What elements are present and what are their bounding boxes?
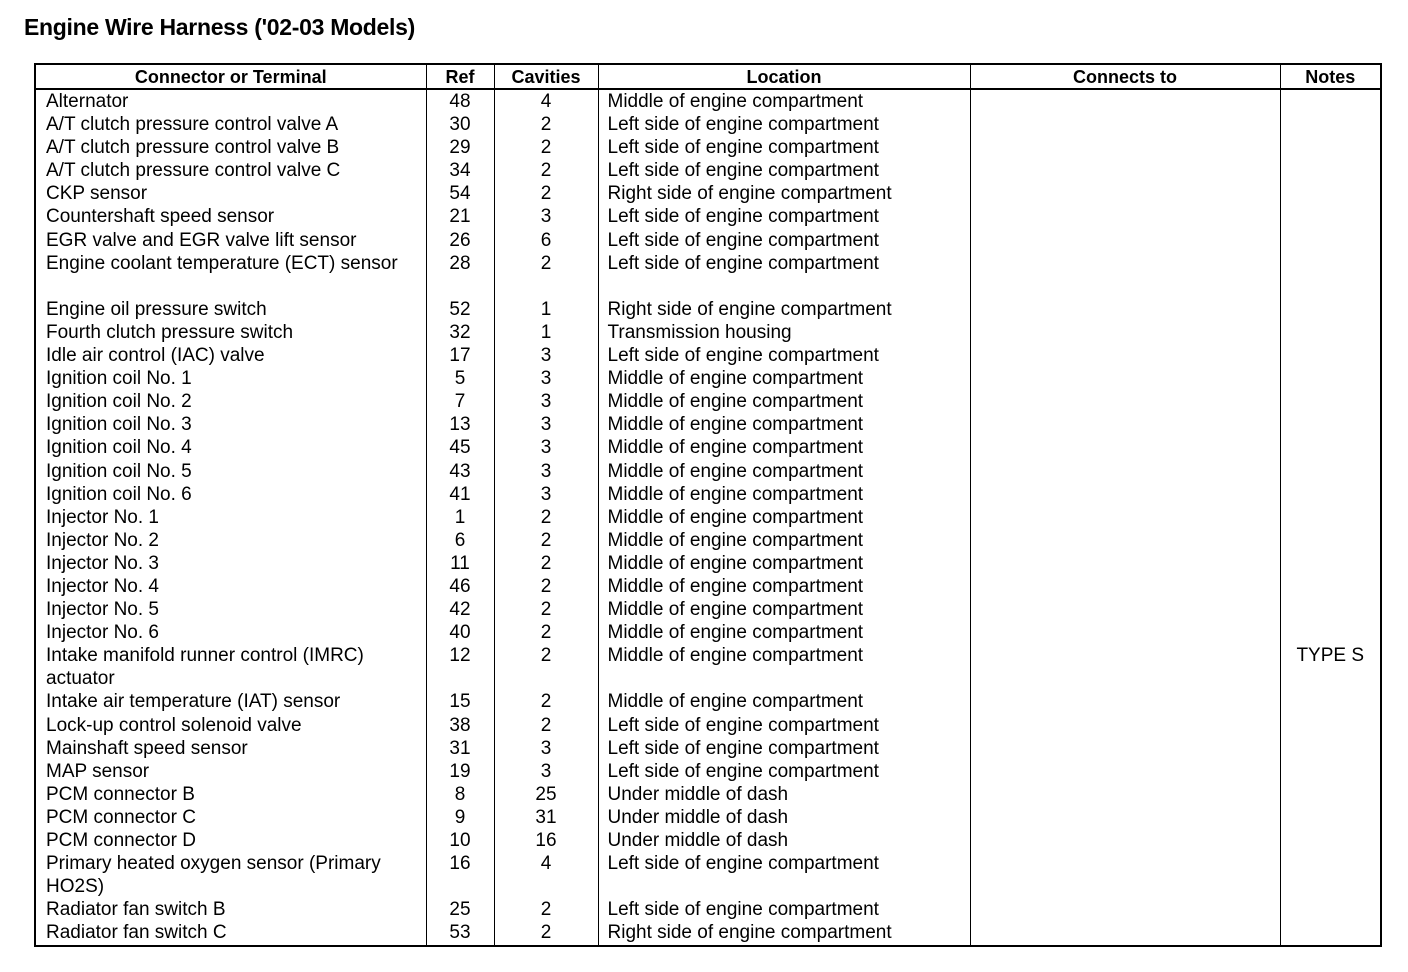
table-row bbox=[35, 252, 1381, 298]
cell-connects-to bbox=[970, 644, 1280, 690]
cell-connector: Ignition coil No. 1 bbox=[35, 367, 426, 390]
cell-location: Middle of engine compartment bbox=[598, 367, 970, 390]
table-row bbox=[35, 690, 1381, 713]
cell-connects-to bbox=[970, 182, 1280, 205]
cell-cavities: 31 bbox=[494, 806, 598, 829]
cell-ref: 46 bbox=[426, 575, 494, 598]
cell-notes bbox=[1280, 806, 1381, 829]
cell-ref: 11 bbox=[426, 552, 494, 575]
cell-connector: Idle air control (IAC) valve bbox=[35, 344, 426, 367]
table-row bbox=[35, 483, 1381, 506]
table-row bbox=[35, 182, 1381, 205]
cell-connector: Fourth clutch pressure switch bbox=[35, 321, 426, 344]
cell-connector: Lock-up control solenoid valve bbox=[35, 714, 426, 737]
cell-connector: Intake manifold runner control (IMRC) actuator bbox=[35, 644, 426, 690]
cell-connects-to bbox=[970, 760, 1280, 783]
cell-connector: Injector No. 3 bbox=[35, 552, 426, 575]
cell-location: Left side of engine compartment bbox=[598, 760, 970, 783]
cell-connector: PCM connector D bbox=[35, 829, 426, 852]
cell-location: Middle of engine compartment bbox=[598, 390, 970, 413]
table-body bbox=[35, 89, 1381, 946]
cell-cavities: 2 bbox=[494, 506, 598, 529]
cell-cavities: 3 bbox=[494, 460, 598, 483]
cell-connects-to bbox=[970, 344, 1280, 367]
cell-connector: Mainshaft speed sensor bbox=[35, 737, 426, 760]
cell-cavities: 3 bbox=[494, 205, 598, 228]
cell-notes bbox=[1280, 829, 1381, 852]
cell-notes bbox=[1280, 205, 1381, 228]
cell-ref: 15 bbox=[426, 690, 494, 713]
cell-connector: Radiator fan switch C bbox=[35, 921, 426, 946]
cell-cavities: 2 bbox=[494, 529, 598, 552]
cell-notes bbox=[1280, 783, 1381, 806]
table-row bbox=[35, 621, 1381, 644]
cell-location: Under middle of dash bbox=[598, 806, 970, 829]
cell-location: Middle of engine compartment bbox=[598, 690, 970, 713]
cell-notes bbox=[1280, 921, 1381, 946]
cell-location: Left side of engine compartment bbox=[598, 136, 970, 159]
table-row bbox=[35, 159, 1381, 182]
cell-ref: 30 bbox=[426, 113, 494, 136]
cell-ref: 10 bbox=[426, 829, 494, 852]
cell-connects-to bbox=[970, 690, 1280, 713]
cell-location: Left side of engine compartment bbox=[598, 113, 970, 136]
cell-connects-to bbox=[970, 413, 1280, 436]
cell-cavities: 3 bbox=[494, 760, 598, 783]
cell-connects-to bbox=[970, 575, 1280, 598]
cell-connects-to bbox=[970, 460, 1280, 483]
cell-ref: 16 bbox=[426, 852, 494, 898]
cell-connector: Intake air temperature (IAT) sensor bbox=[35, 690, 426, 713]
cell-cavities: 2 bbox=[494, 898, 598, 921]
table-row bbox=[35, 460, 1381, 483]
cell-cavities: 3 bbox=[494, 483, 598, 506]
cell-ref: 38 bbox=[426, 714, 494, 737]
cell-connects-to bbox=[970, 436, 1280, 459]
cell-location: Middle of engine compartment bbox=[598, 621, 970, 644]
cell-notes bbox=[1280, 182, 1381, 205]
cell-connector: Injector No. 6 bbox=[35, 621, 426, 644]
cell-location: Transmission housing bbox=[598, 321, 970, 344]
table-row bbox=[35, 113, 1381, 136]
table-row bbox=[35, 737, 1381, 760]
cell-cavities: 3 bbox=[494, 367, 598, 390]
cell-ref: 29 bbox=[426, 136, 494, 159]
cell-connects-to bbox=[970, 898, 1280, 921]
cell-ref: 28 bbox=[426, 252, 494, 298]
table-row bbox=[35, 529, 1381, 552]
header-notes: Notes bbox=[1280, 64, 1381, 89]
cell-notes bbox=[1280, 367, 1381, 390]
table-row bbox=[35, 760, 1381, 783]
table-row bbox=[35, 921, 1381, 946]
table-row bbox=[35, 714, 1381, 737]
cell-connector: A/T clutch pressure control valve B bbox=[35, 136, 426, 159]
cell-connector: Injector No. 4 bbox=[35, 575, 426, 598]
cell-connects-to bbox=[970, 321, 1280, 344]
cell-notes bbox=[1280, 436, 1381, 459]
table-row bbox=[35, 413, 1381, 436]
cell-location: Left side of engine compartment bbox=[598, 205, 970, 228]
header-location: Location bbox=[598, 64, 970, 89]
cell-cavities: 2 bbox=[494, 252, 598, 298]
header-row bbox=[35, 64, 1381, 89]
cell-cavities: 3 bbox=[494, 436, 598, 459]
cell-connector: PCM connector B bbox=[35, 783, 426, 806]
page-title: Engine Wire Harness ('02-03 Models) bbox=[24, 14, 415, 40]
cell-connector: A/T clutch pressure control valve C bbox=[35, 159, 426, 182]
cell-ref: 5 bbox=[426, 367, 494, 390]
cell-ref: 17 bbox=[426, 344, 494, 367]
cell-connects-to bbox=[970, 806, 1280, 829]
cell-ref: 52 bbox=[426, 298, 494, 321]
cell-connects-to bbox=[970, 552, 1280, 575]
cell-notes: TYPE S bbox=[1280, 644, 1381, 690]
cell-connector: Alternator bbox=[35, 89, 426, 113]
cell-location: Middle of engine compartment bbox=[598, 413, 970, 436]
cell-notes bbox=[1280, 252, 1381, 298]
cell-connector: Engine oil pressure switch bbox=[35, 298, 426, 321]
cell-connector: Injector No. 2 bbox=[35, 529, 426, 552]
table-row bbox=[35, 321, 1381, 344]
cell-ref: 31 bbox=[426, 737, 494, 760]
cell-location: Under middle of dash bbox=[598, 783, 970, 806]
cell-cavities: 2 bbox=[494, 690, 598, 713]
cell-ref: 42 bbox=[426, 598, 494, 621]
cell-notes bbox=[1280, 298, 1381, 321]
cell-connects-to bbox=[970, 205, 1280, 228]
table-row bbox=[35, 205, 1381, 228]
cell-notes bbox=[1280, 113, 1381, 136]
cell-ref: 9 bbox=[426, 806, 494, 829]
cell-notes bbox=[1280, 390, 1381, 413]
cell-location: Middle of engine compartment bbox=[598, 506, 970, 529]
header-cavities: Cavities bbox=[494, 64, 598, 89]
cell-location: Middle of engine compartment bbox=[598, 460, 970, 483]
table-row bbox=[35, 575, 1381, 598]
cell-cavities: 1 bbox=[494, 298, 598, 321]
cell-connector: Ignition coil No. 5 bbox=[35, 460, 426, 483]
harness-table bbox=[34, 63, 1382, 947]
cell-connector: Ignition coil No. 2 bbox=[35, 390, 426, 413]
cell-cavities: 4 bbox=[494, 89, 598, 113]
cell-cavities: 2 bbox=[494, 552, 598, 575]
cell-connects-to bbox=[970, 598, 1280, 621]
cell-ref: 21 bbox=[426, 205, 494, 228]
cell-ref: 19 bbox=[426, 760, 494, 783]
cell-location: Right side of engine compartment bbox=[598, 921, 970, 946]
cell-cavities: 2 bbox=[494, 159, 598, 182]
cell-connector: Countershaft speed sensor bbox=[35, 205, 426, 228]
cell-connector: EGR valve and EGR valve lift sensor bbox=[35, 229, 426, 252]
cell-notes bbox=[1280, 621, 1381, 644]
cell-ref: 41 bbox=[426, 483, 494, 506]
cell-ref: 40 bbox=[426, 621, 494, 644]
table-row bbox=[35, 367, 1381, 390]
header-connects-to: Connects to bbox=[970, 64, 1280, 89]
cell-connects-to bbox=[970, 89, 1280, 113]
cell-connects-to bbox=[970, 714, 1280, 737]
cell-cavities: 2 bbox=[494, 921, 598, 946]
cell-location: Left side of engine compartment bbox=[598, 737, 970, 760]
cell-location: Middle of engine compartment bbox=[598, 598, 970, 621]
cell-location: Middle of engine compartment bbox=[598, 644, 970, 690]
cell-cavities: 16 bbox=[494, 829, 598, 852]
cell-connects-to bbox=[970, 229, 1280, 252]
cell-location: Middle of engine compartment bbox=[598, 436, 970, 459]
cell-connector: Radiator fan switch B bbox=[35, 898, 426, 921]
table-row bbox=[35, 598, 1381, 621]
cell-ref: 8 bbox=[426, 783, 494, 806]
cell-location: Right side of engine compartment bbox=[598, 298, 970, 321]
cell-notes bbox=[1280, 229, 1381, 252]
cell-location: Left side of engine compartment bbox=[598, 229, 970, 252]
cell-cavities: 2 bbox=[494, 182, 598, 205]
cell-connects-to bbox=[970, 136, 1280, 159]
cell-location: Left side of engine compartment bbox=[598, 714, 970, 737]
cell-notes bbox=[1280, 344, 1381, 367]
cell-location: Right side of engine compartment bbox=[598, 182, 970, 205]
cell-connects-to bbox=[970, 390, 1280, 413]
cell-cavities: 2 bbox=[494, 598, 598, 621]
cell-connects-to bbox=[970, 852, 1280, 898]
cell-connects-to bbox=[970, 529, 1280, 552]
cell-connector: A/T clutch pressure control valve A bbox=[35, 113, 426, 136]
cell-notes bbox=[1280, 690, 1381, 713]
cell-connector: Ignition coil No. 4 bbox=[35, 436, 426, 459]
cell-cavities: 6 bbox=[494, 229, 598, 252]
cell-connector: Ignition coil No. 6 bbox=[35, 483, 426, 506]
cell-connects-to bbox=[970, 252, 1280, 298]
cell-ref: 12 bbox=[426, 644, 494, 690]
cell-ref: 54 bbox=[426, 182, 494, 205]
cell-cavities: 3 bbox=[494, 344, 598, 367]
cell-cavities: 2 bbox=[494, 575, 598, 598]
cell-connects-to bbox=[970, 737, 1280, 760]
cell-ref: 34 bbox=[426, 159, 494, 182]
cell-connector: MAP sensor bbox=[35, 760, 426, 783]
cell-connector: Engine coolant temperature (ECT) sensor bbox=[35, 252, 426, 298]
cell-notes bbox=[1280, 460, 1381, 483]
cell-cavities: 3 bbox=[494, 413, 598, 436]
cell-cavities: 4 bbox=[494, 852, 598, 898]
cell-location: Left side of engine compartment bbox=[598, 252, 970, 298]
cell-cavities: 3 bbox=[494, 737, 598, 760]
table-row bbox=[35, 229, 1381, 252]
cell-connects-to bbox=[970, 483, 1280, 506]
cell-notes bbox=[1280, 598, 1381, 621]
cell-location: Left side of engine compartment bbox=[598, 898, 970, 921]
cell-ref: 26 bbox=[426, 229, 494, 252]
cell-cavities: 2 bbox=[494, 113, 598, 136]
cell-cavities: 3 bbox=[494, 390, 598, 413]
cell-ref: 7 bbox=[426, 390, 494, 413]
cell-notes bbox=[1280, 898, 1381, 921]
cell-notes bbox=[1280, 136, 1381, 159]
table-row bbox=[35, 390, 1381, 413]
table-row bbox=[35, 829, 1381, 852]
cell-location: Left side of engine compartment bbox=[598, 852, 970, 898]
cell-ref: 48 bbox=[426, 89, 494, 113]
cell-connects-to bbox=[970, 367, 1280, 390]
cell-location: Middle of engine compartment bbox=[598, 89, 970, 113]
cell-cavities: 25 bbox=[494, 783, 598, 806]
table-row bbox=[35, 552, 1381, 575]
cell-notes bbox=[1280, 506, 1381, 529]
cell-cavities: 2 bbox=[494, 644, 598, 690]
cell-notes bbox=[1280, 852, 1381, 898]
cell-ref: 6 bbox=[426, 529, 494, 552]
cell-notes bbox=[1280, 737, 1381, 760]
cell-notes bbox=[1280, 321, 1381, 344]
cell-location: Left side of engine compartment bbox=[598, 159, 970, 182]
cell-connector: Primary heated oxygen sensor (Primary HO2S) bbox=[35, 852, 426, 898]
table-row bbox=[35, 898, 1381, 921]
cell-location: Left side of engine compartment bbox=[598, 344, 970, 367]
cell-connects-to bbox=[970, 621, 1280, 644]
cell-cavities: 1 bbox=[494, 321, 598, 344]
cell-ref: 53 bbox=[426, 921, 494, 946]
cell-notes bbox=[1280, 552, 1381, 575]
table-row bbox=[35, 89, 1381, 113]
table-row bbox=[35, 344, 1381, 367]
cell-connector: Injector No. 1 bbox=[35, 506, 426, 529]
header-ref: Ref bbox=[426, 64, 494, 89]
cell-notes bbox=[1280, 413, 1381, 436]
cell-ref: 1 bbox=[426, 506, 494, 529]
cell-notes bbox=[1280, 529, 1381, 552]
cell-connects-to bbox=[970, 506, 1280, 529]
table-row bbox=[35, 852, 1381, 898]
cell-notes bbox=[1280, 575, 1381, 598]
cell-connector: Ignition coil No. 3 bbox=[35, 413, 426, 436]
table-row bbox=[35, 644, 1381, 690]
cell-notes bbox=[1280, 760, 1381, 783]
cell-location: Middle of engine compartment bbox=[598, 575, 970, 598]
cell-connector: Injector No. 5 bbox=[35, 598, 426, 621]
cell-notes bbox=[1280, 89, 1381, 113]
cell-notes bbox=[1280, 483, 1381, 506]
cell-ref: 25 bbox=[426, 898, 494, 921]
cell-location: Middle of engine compartment bbox=[598, 552, 970, 575]
cell-connector: PCM connector C bbox=[35, 806, 426, 829]
cell-connects-to bbox=[970, 298, 1280, 321]
table-row bbox=[35, 783, 1381, 806]
cell-location: Middle of engine compartment bbox=[598, 483, 970, 506]
table-row bbox=[35, 436, 1381, 459]
cell-location: Middle of engine compartment bbox=[598, 529, 970, 552]
cell-location: Under middle of dash bbox=[598, 829, 970, 852]
cell-connects-to bbox=[970, 829, 1280, 852]
header-connector: Connector or Terminal bbox=[35, 64, 426, 89]
cell-cavities: 2 bbox=[494, 714, 598, 737]
cell-cavities: 2 bbox=[494, 136, 598, 159]
table-row bbox=[35, 136, 1381, 159]
cell-cavities: 2 bbox=[494, 621, 598, 644]
cell-connector: CKP sensor bbox=[35, 182, 426, 205]
cell-notes bbox=[1280, 159, 1381, 182]
cell-ref: 43 bbox=[426, 460, 494, 483]
cell-ref: 13 bbox=[426, 413, 494, 436]
cell-connects-to bbox=[970, 113, 1280, 136]
cell-notes bbox=[1280, 714, 1381, 737]
cell-connects-to bbox=[970, 783, 1280, 806]
cell-connects-to bbox=[970, 921, 1280, 946]
table-row bbox=[35, 506, 1381, 529]
cell-connects-to bbox=[970, 159, 1280, 182]
table-row bbox=[35, 298, 1381, 321]
cell-ref: 32 bbox=[426, 321, 494, 344]
cell-ref: 45 bbox=[426, 436, 494, 459]
table-row bbox=[35, 806, 1381, 829]
